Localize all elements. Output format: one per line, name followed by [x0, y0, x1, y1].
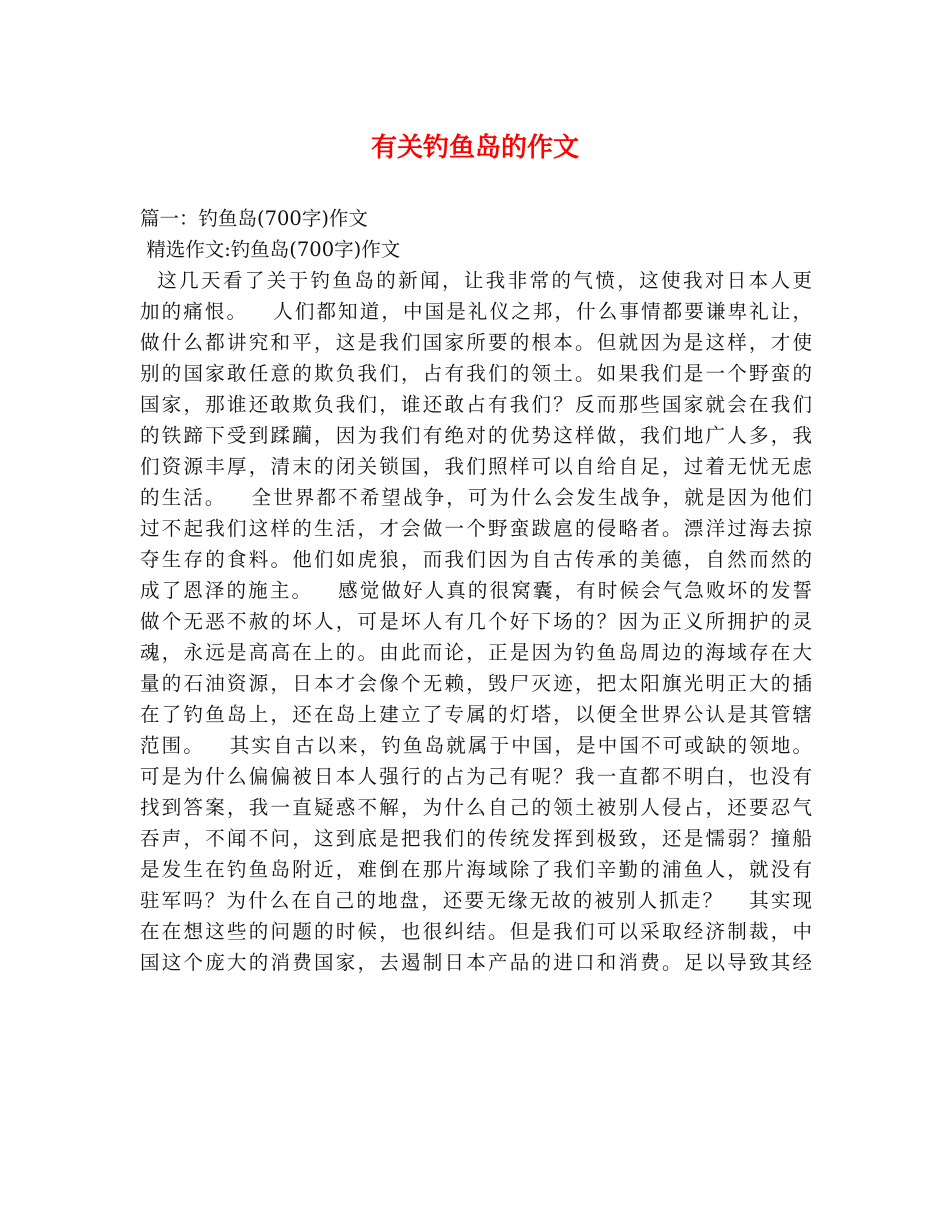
document-body — [140, 203, 812, 978]
body-line: 成了恩泽的施主。 感觉做好人真的很窝囊，有时候会气急败坏的发誓 — [140, 579, 812, 602]
document-title: 有关钓鱼岛的作文 — [370, 133, 579, 163]
body-line: 范围。 其实自古以来，钓鱼岛就属于中国，是中国不可或缺的领地。 — [140, 734, 812, 757]
body-line: 别的国家敢任意的欺负我们，占有我们的领土。如果我们是一个野蛮的 — [140, 362, 812, 385]
body-line: 夺生存的食料。他们如虎狼，而我们因为自古传承的美德，自然而然的 — [140, 548, 812, 571]
body-line: 过不起我们这样的生活，才会做一个野蛮跋扈的侵略者。漂洋过海去掠 — [140, 517, 812, 540]
body-line: 国这个庞大的消费国家，去遏制日本产品的进口和消费。足以导致其经 — [140, 951, 812, 974]
body-line: 可是为什么偏偏被日本人强行的占为己有呢？我一直都不明白，也没有 — [140, 765, 812, 788]
body-line: 是发生在钓鱼岛附近，难倒在那片海域除了我们辛勤的浦鱼人，就没有 — [140, 858, 812, 881]
body-line: 这几天看了关于钓鱼岛的新闻，让我非常的气愤，这使我对日本人更 — [140, 269, 812, 292]
body-line: 做什么都讲究和平，这是我们国家所要的根本。但就因为是这样，才使 — [140, 331, 812, 354]
body-line: 精选作文:钓鱼岛(700字)作文 — [140, 238, 401, 261]
body-line: 找到答案，我一直疑惑不解，为什么自己的领土被别人侵占，还要忍气 — [140, 796, 812, 819]
body-line: 魂，永远是高高在上的。由此而论，正是因为钓鱼岛周边的海域存在大 — [140, 641, 812, 664]
body-line: 量的石油资源，日本才会像个无赖，毁尸灭迹，把太阳旗光明正大的插 — [140, 672, 812, 695]
body-line: 做个无恶不赦的坏人，可是坏人有几个好下场的？因为正义所拥护的灵 — [140, 610, 812, 633]
body-line: 的铁蹄下受到蹂躏，因为我们有绝对的优势这样做，我们地广人多，我 — [140, 424, 812, 447]
body-line: 加的痛恨。 人们都知道，中国是礼仪之邦，什么事情都要谦卑礼让， — [140, 300, 812, 323]
body-line: 吞声，不闻不问，这到底是把我们的传统发挥到极致，还是懦弱？撞船 — [140, 827, 812, 850]
body-line: 在了钓鱼岛上，还在岛上建立了专属的灯塔，以便全世界公认是其管辖 — [140, 703, 812, 726]
body-line: 在在想这些的问题的时候，也很纠结。但是我们可以采取经济制裁，中 — [140, 920, 812, 943]
body-line: 驻军吗？为什么在自己的地盘，还要无缘无故的被别人抓走？ 其实现 — [140, 889, 812, 912]
body-line: 们资源丰厚，清末的闭关锁国，我们照样可以自给自足，过着无忧无虑 — [140, 455, 812, 478]
body-line: 的生活。 全世界都不希望战争，可为什么会发生战争，就是因为他们 — [140, 486, 812, 509]
body-line: 篇一：钓鱼岛(700字)作文 — [140, 207, 368, 230]
body-line: 国家，那谁还敢欺负我们，谁还敢占有我们？反而那些国家就会在我们 — [140, 393, 812, 416]
